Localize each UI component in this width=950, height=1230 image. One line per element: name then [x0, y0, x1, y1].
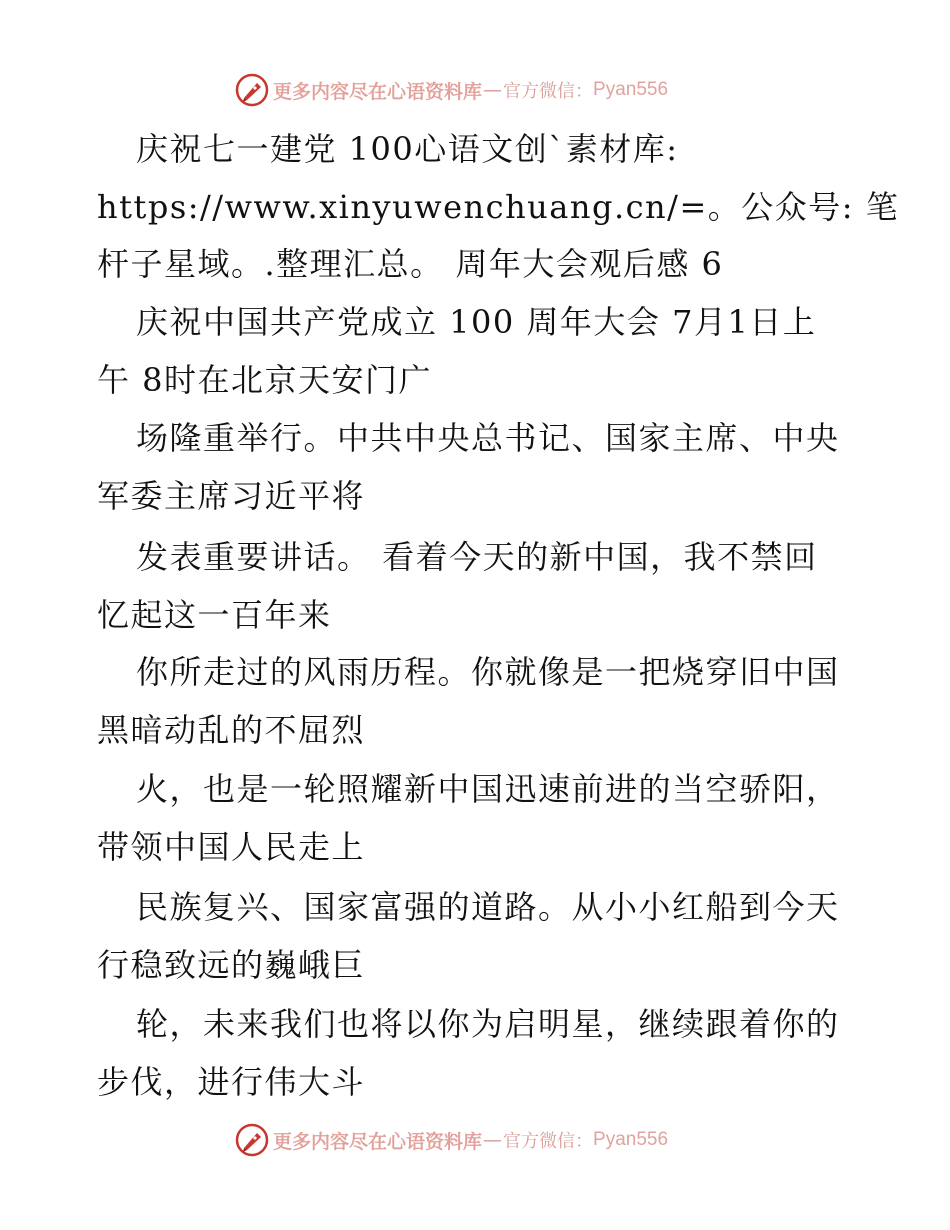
text-line: 你所走过的风雨历程。你就像是一把烧穿旧中国 — [136, 653, 840, 691]
text-line: 行稳致远的巍峨巨 — [97, 946, 366, 984]
header-watermark — [235, 72, 668, 108]
text-line: 民族复兴、国家富强的道路。从小小红船到今天 — [136, 888, 840, 926]
pen-nib-logo-icon — [235, 73, 269, 107]
text-line: 杆子星域。.整理汇总。 周年大会观后感 6 — [97, 245, 724, 283]
watermark-id: Pyan556 — [593, 79, 669, 100]
text-line: 火，也是一轮照耀新中国迅速前进的当空骄阳， — [136, 770, 840, 808]
watermark-tail-text: 官方微信： — [503, 1131, 594, 1152]
text-line: 步伐，进行伟大斗 — [97, 1063, 366, 1101]
pen-nib-logo-icon — [235, 1123, 269, 1157]
watermark-tail-text: 官方微信： — [503, 81, 594, 102]
text-line: 黑暗动乱的不屈烈 — [97, 711, 366, 749]
watermark-main-text: 更多内容尽在心语资料库 — [273, 80, 483, 103]
text-line: 场隆重举行。中共中央总书记、国家主席、中央 — [136, 419, 840, 457]
text-line: 军委主席习近平将 — [97, 477, 366, 515]
watermark-id: Pyan556 — [593, 1129, 669, 1150]
footer-watermark — [235, 1122, 668, 1158]
text-line: https://www.xinyuwenchuang.cn/=。公众号: 笔 — [97, 188, 900, 226]
watermark-separator: — — [483, 79, 503, 101]
text-line: 忆起这一百年来 — [97, 596, 332, 634]
text-line: 庆祝中国共产党成立 100 周年大会 7月1日上 — [136, 303, 817, 341]
text-line: 庆祝七一建党 100心语文创`素材库: — [136, 130, 679, 168]
text-line: 发表重要讲话。 看着今天的新中国，我不禁回 — [136, 538, 818, 576]
watermark-main-text: 更多内容尽在心语资料库 — [273, 1130, 483, 1153]
text-line: 带领中国人民走上 — [97, 828, 366, 866]
watermark-separator: — — [483, 1129, 503, 1151]
text-line: 午 8时在北京天安门广 — [97, 361, 433, 399]
text-line: 轮，未来我们也将以你为启明星，继续跟着你的 — [136, 1005, 840, 1043]
